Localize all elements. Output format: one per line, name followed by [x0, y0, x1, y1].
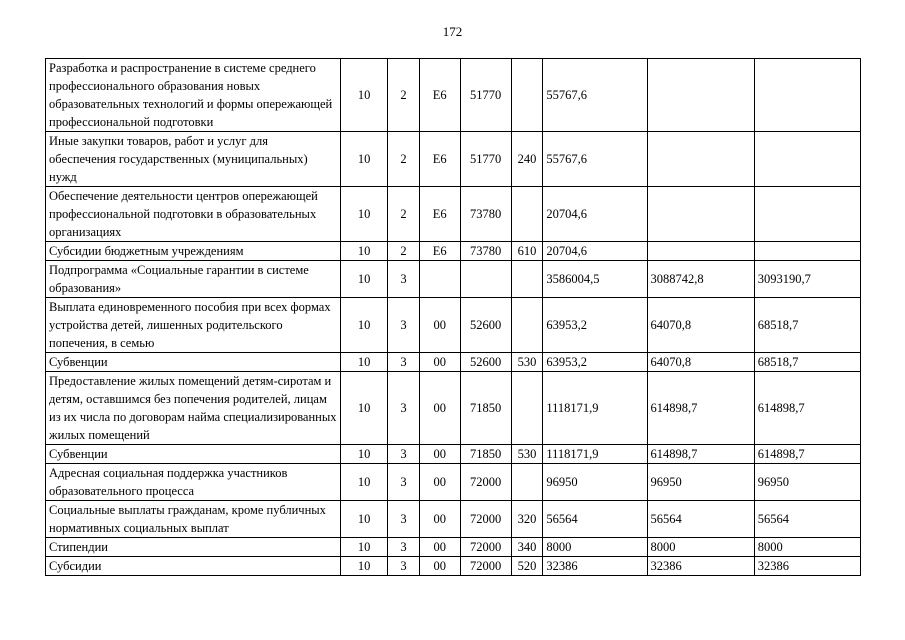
cell-amount-year2: 3088742,8 — [647, 261, 754, 298]
cell-expense-type — [511, 261, 543, 298]
cell-amount-year3: 68518,7 — [754, 353, 860, 372]
cell-direction: 71850 — [460, 445, 511, 464]
cell-amount-year3 — [754, 242, 860, 261]
cell-expense-type: 340 — [511, 538, 543, 557]
cell-amount-year3: 614898,7 — [754, 445, 860, 464]
cell-section: 10 — [341, 261, 388, 298]
cell-section: 10 — [341, 372, 388, 445]
cell-direction: 51770 — [460, 132, 511, 187]
cell-section: 10 — [341, 445, 388, 464]
cell-amount-year1: 63953,2 — [543, 298, 647, 353]
row-name: Субвенции — [46, 445, 341, 464]
cell-direction: 52600 — [460, 298, 511, 353]
table-row — [46, 538, 861, 557]
table-row — [46, 501, 861, 538]
cell-amount-year2: 614898,7 — [647, 372, 754, 445]
row-name: Обеспечение деятельности центров опережающей профессиональной подготовки в образовательных организациях — [46, 187, 341, 242]
table-row — [46, 298, 861, 353]
cell-subsection: 2 — [388, 242, 420, 261]
row-name: Предоставление жилых помещений детям-сиротам и детям, оставшимся без попечения родителей, лицам из их числа по договорам найма специализированных жилых помещений — [46, 372, 341, 445]
cell-expense-type — [511, 298, 543, 353]
page-number: 172 — [442, 24, 463, 39]
row-name: Адресная социальная поддержка участников образовательного процесса — [46, 464, 341, 501]
cell-program: E6 — [419, 187, 460, 242]
cell-section: 10 — [341, 242, 388, 261]
cell-program: 00 — [419, 557, 460, 576]
cell-expense-type — [511, 464, 543, 501]
cell-subsection: 2 — [388, 59, 420, 132]
cell-expense-type: 610 — [511, 242, 543, 261]
cell-subsection: 3 — [388, 557, 420, 576]
cell-amount-year2: 614898,7 — [647, 445, 754, 464]
cell-section: 10 — [341, 59, 388, 132]
cell-amount-year2: 32386 — [647, 557, 754, 576]
cell-amount-year1: 20704,6 — [543, 187, 647, 242]
cell-amount-year2: 96950 — [647, 464, 754, 501]
table-row — [46, 372, 861, 445]
cell-amount-year1: 96950 — [543, 464, 647, 501]
row-name: Стипендии — [46, 538, 341, 557]
cell-program: E6 — [419, 59, 460, 132]
cell-amount-year1: 3586004,5 — [543, 261, 647, 298]
cell-subsection: 3 — [388, 501, 420, 538]
cell-amount-year1: 1118171,9 — [543, 445, 647, 464]
row-name: Разработка и распространение в системе среднего профессионального образования новых образовательных технологий и формы опережающей профессиональной подготовки — [46, 59, 341, 132]
cell-program: 00 — [419, 538, 460, 557]
cell-program — [419, 261, 460, 298]
cell-amount-year2: 8000 — [647, 538, 754, 557]
cell-expense-type: 240 — [511, 132, 543, 187]
cell-direction — [460, 261, 511, 298]
cell-amount-year3 — [754, 187, 860, 242]
table-row — [46, 242, 861, 261]
cell-expense-type: 320 — [511, 501, 543, 538]
cell-section: 10 — [341, 187, 388, 242]
table-row — [46, 187, 861, 242]
table-row — [46, 557, 861, 576]
cell-subsection: 3 — [388, 372, 420, 445]
cell-direction: 72000 — [460, 538, 511, 557]
row-name: Субвенции — [46, 353, 341, 372]
cell-subsection: 3 — [388, 261, 420, 298]
budget-table — [45, 58, 861, 576]
cell-amount-year1: 1118171,9 — [543, 372, 647, 445]
cell-amount-year2 — [647, 187, 754, 242]
cell-amount-year1: 20704,6 — [543, 242, 647, 261]
cell-amount-year3: 32386 — [754, 557, 860, 576]
cell-amount-year3: 614898,7 — [754, 372, 860, 445]
cell-amount-year3: 56564 — [754, 501, 860, 538]
cell-program: 00 — [419, 372, 460, 445]
cell-section: 10 — [341, 132, 388, 187]
cell-expense-type: 530 — [511, 445, 543, 464]
row-name: Субсидии бюджетным учреждениям — [46, 242, 341, 261]
table-row — [46, 353, 861, 372]
cell-program: 00 — [419, 353, 460, 372]
cell-subsection: 3 — [388, 464, 420, 501]
cell-program: 00 — [419, 501, 460, 538]
cell-direction: 73780 — [460, 242, 511, 261]
cell-section: 10 — [341, 298, 388, 353]
cell-program: 00 — [419, 298, 460, 353]
cell-direction: 71850 — [460, 372, 511, 445]
cell-program: 00 — [419, 464, 460, 501]
cell-amount-year1: 55767,6 — [543, 132, 647, 187]
cell-direction: 72000 — [460, 557, 511, 576]
cell-amount-year1: 32386 — [543, 557, 647, 576]
cell-expense-type: 530 — [511, 353, 543, 372]
table-row — [46, 261, 861, 298]
cell-program: E6 — [419, 132, 460, 187]
cell-subsection: 2 — [388, 187, 420, 242]
row-name: Выплата единовременного пособия при всех формах устройства детей, лишенных родительского попечения, в семью — [46, 298, 341, 353]
cell-amount-year3: 68518,7 — [754, 298, 860, 353]
cell-amount-year3: 3093190,7 — [754, 261, 860, 298]
cell-amount-year3: 8000 — [754, 538, 860, 557]
cell-program: 00 — [419, 445, 460, 464]
cell-section: 10 — [341, 501, 388, 538]
cell-subsection: 3 — [388, 538, 420, 557]
cell-amount-year1: 8000 — [543, 538, 647, 557]
cell-program: E6 — [419, 242, 460, 261]
cell-amount-year2 — [647, 132, 754, 187]
cell-amount-year3 — [754, 59, 860, 132]
cell-amount-year2 — [647, 59, 754, 132]
cell-amount-year2: 64070,8 — [647, 353, 754, 372]
cell-expense-type — [511, 187, 543, 242]
row-name: Социальные выплаты гражданам, кроме публичных нормативных социальных выплат — [46, 501, 341, 538]
cell-amount-year1: 55767,6 — [543, 59, 647, 132]
cell-direction: 52600 — [460, 353, 511, 372]
cell-amount-year1: 56564 — [543, 501, 647, 538]
cell-direction: 73780 — [460, 187, 511, 242]
cell-subsection: 2 — [388, 132, 420, 187]
cell-section: 10 — [341, 464, 388, 501]
cell-direction: 72000 — [460, 464, 511, 501]
cell-subsection: 3 — [388, 445, 420, 464]
cell-subsection: 3 — [388, 353, 420, 372]
cell-expense-type: 520 — [511, 557, 543, 576]
cell-section: 10 — [341, 557, 388, 576]
cell-expense-type — [511, 372, 543, 445]
cell-amount-year1: 63953,2 — [543, 353, 647, 372]
row-name: Подпрограмма «Социальные гарантии в системе образования» — [46, 261, 341, 298]
row-name: Иные закупки товаров, работ и услуг для обеспечения государственных (муниципальных) нужд — [46, 132, 341, 187]
cell-amount-year2: 56564 — [647, 501, 754, 538]
cell-expense-type — [511, 59, 543, 132]
cell-direction: 51770 — [460, 59, 511, 132]
cell-section: 10 — [341, 353, 388, 372]
cell-amount-year3: 96950 — [754, 464, 860, 501]
table-row — [46, 59, 861, 132]
cell-amount-year2: 64070,8 — [647, 298, 754, 353]
cell-section: 10 — [341, 538, 388, 557]
cell-amount-year3 — [754, 132, 860, 187]
table-row — [46, 445, 861, 464]
cell-direction: 72000 — [460, 501, 511, 538]
row-name: Субсидии — [46, 557, 341, 576]
cell-amount-year2 — [647, 242, 754, 261]
table-row — [46, 132, 861, 187]
table-row — [46, 464, 861, 501]
cell-subsection: 3 — [388, 298, 420, 353]
